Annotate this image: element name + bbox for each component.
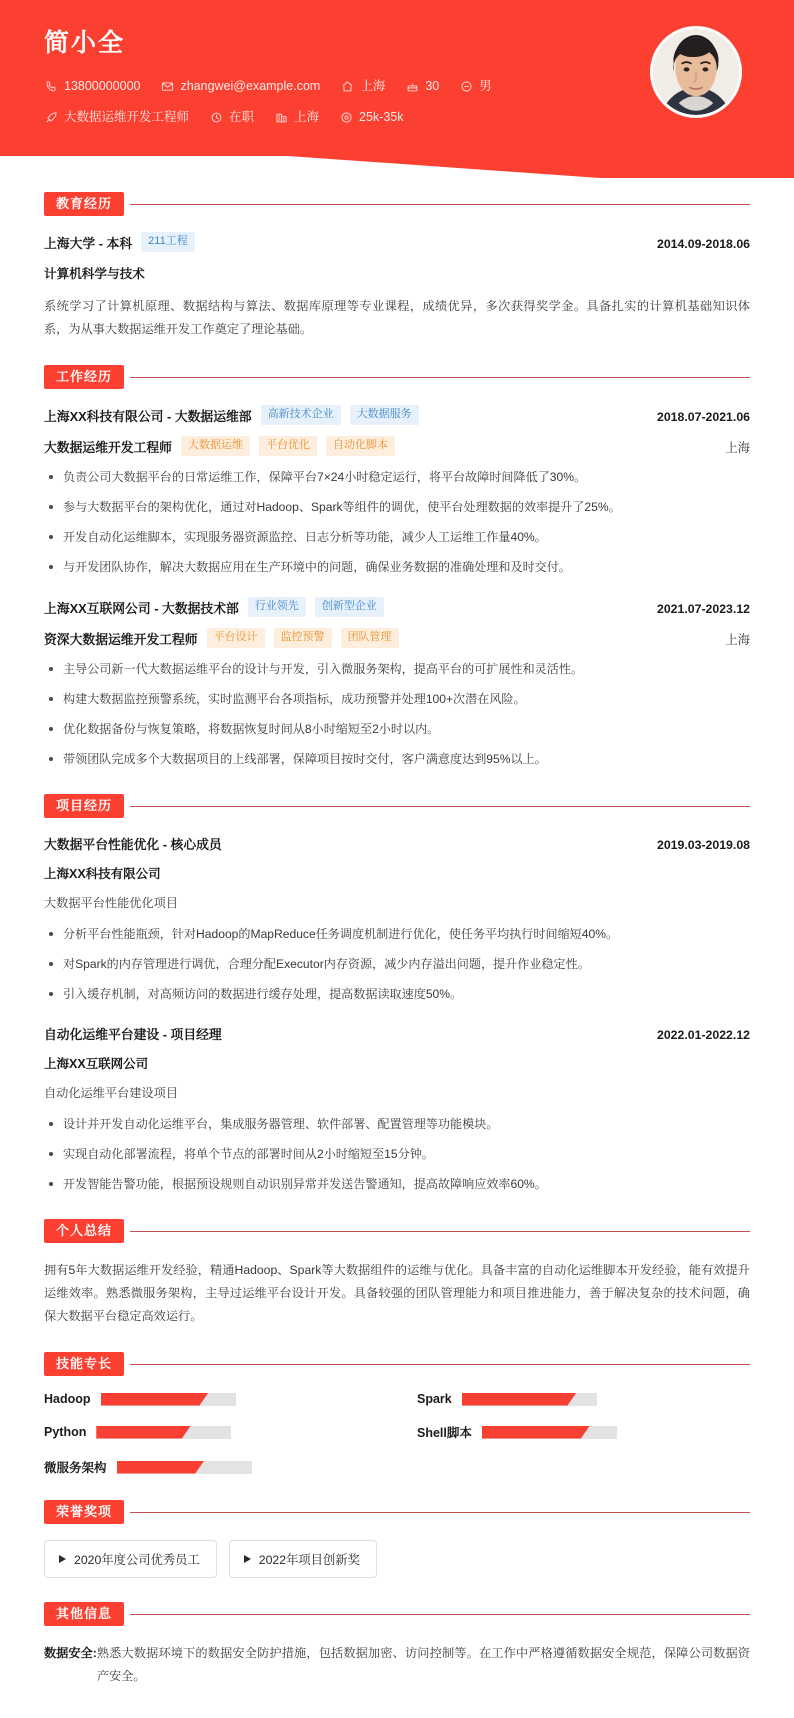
bullet-item: 带领团队完成多个大数据项目的上线部署，保障项目按时交付，客户满意度达到95%以上。 xyxy=(44,749,750,770)
avatar xyxy=(650,26,742,118)
entry-row xyxy=(44,1024,750,1043)
contact-text: 大数据运维开发工程师 xyxy=(64,110,190,124)
entry-project-desc: 自动化运维平台建设项目 xyxy=(44,1086,179,1100)
tag-badge: 平台优化 xyxy=(259,436,317,456)
section-rule xyxy=(130,1614,750,1615)
work-entry xyxy=(44,597,750,770)
city-icon xyxy=(274,110,288,124)
cake-icon xyxy=(405,79,419,93)
tag-badge: 创新型企业 xyxy=(315,597,384,617)
section-header xyxy=(44,794,750,818)
contact-item xyxy=(44,106,189,128)
bullet-item: 开发智能告警功能，根据预设规则自动识别异常并发送告警通知，提高故障响应效率60%。 xyxy=(44,1174,750,1195)
education-entries xyxy=(44,232,750,341)
skill-name: Hadoop xyxy=(44,1392,91,1406)
skill-progress-track xyxy=(96,1426,231,1439)
other-info-item xyxy=(44,1642,750,1688)
entry-organization: 上海XX科技有限公司 - 大数据运维部 xyxy=(44,408,252,424)
tag-badge: 团队管理 xyxy=(341,628,399,648)
section-other xyxy=(44,1602,750,1688)
tag-badge: 211工程 xyxy=(141,232,195,252)
bullet-item: 参与大数据平台的架构优化，通过对Hadoop、Spark等组件的调优，使平台处理数据的效率提升了25%。 xyxy=(44,497,750,518)
work-entries xyxy=(44,405,750,770)
bullet-item: 构建大数据监控预警系统，实时监测平台各项指标，成功预警并处理100+次潜在风险。 xyxy=(44,689,750,710)
home-icon xyxy=(340,79,354,93)
skill-row xyxy=(44,1458,377,1476)
tag-badge: 大数据运维 xyxy=(181,436,250,456)
status-icon xyxy=(209,110,223,124)
other-info-key: 数据安全: xyxy=(44,1646,97,1660)
entry-date: 2018.07-2021.06 xyxy=(657,409,750,424)
section-summary xyxy=(44,1219,750,1328)
skill-name: 微服务架构 xyxy=(44,1461,107,1475)
entry-location: 上海 xyxy=(725,632,750,647)
bullet-item: 与开发团队协作，解决大数据应用在生产环境中的问题，确保业务数据的准确处理和及时交付。 xyxy=(44,557,750,578)
rocket-icon xyxy=(44,110,58,124)
play-triangle-icon xyxy=(59,1555,66,1563)
entry-project-name: 大数据平台性能优化 - 核心成员 xyxy=(44,837,222,852)
award-label: 2022年项目创新奖 xyxy=(258,1553,360,1567)
contact-text: 30 xyxy=(425,79,440,93)
tag-badge: 平台设计 xyxy=(207,628,265,648)
play-triangle-icon xyxy=(244,1555,251,1563)
entry-company: 上海XX科技有限公司 xyxy=(44,867,161,881)
entry-date: 2021.07-2023.12 xyxy=(657,601,750,616)
tag-badge: 自动化脚本 xyxy=(326,436,395,456)
skill-progress-track xyxy=(117,1461,252,1474)
entry-row-left xyxy=(44,405,419,425)
section-label-summary: 个人总结 xyxy=(44,1219,124,1243)
resume-header xyxy=(0,0,794,178)
entry-row xyxy=(44,597,750,617)
contact-row-1 xyxy=(44,75,754,97)
bullet-item: 开发自动化运维脚本，实现服务器资源监控、日志分析等功能，减少人工运维工作量40%。 xyxy=(44,527,750,548)
bullet-item: 负责公司大数据平台的日常运维工作，保障平台7×24小时稳定运行，将平台故障时间降低了30%。 xyxy=(44,467,750,488)
entry-organization: 上海XX互联网公司 - 大数据技术部 xyxy=(44,600,239,616)
bullet-item: 对Spark的内存管理进行调优，合理分配Executor内存资源，减少内存溢出问题，提升作业稳定性。 xyxy=(44,954,750,975)
skills-grid xyxy=(44,1392,750,1476)
contact-text: 25k-35k xyxy=(359,110,404,124)
skill-progress-fill xyxy=(482,1426,590,1439)
entry-row-left xyxy=(44,834,222,853)
entry-project-desc: 大数据平台性能优化项目 xyxy=(44,896,179,910)
contact-item xyxy=(340,75,385,97)
contact-item xyxy=(459,75,492,97)
bullet-item: 引入缓存机制，对高频访问的数据进行缓存处理，提高数据读取速度50%。 xyxy=(44,984,750,1005)
section-projects xyxy=(44,794,750,1195)
entry-date: 2022.01-2022.12 xyxy=(657,1028,750,1042)
mail-icon xyxy=(160,79,174,93)
skill-row xyxy=(44,1423,377,1441)
bullet-list xyxy=(44,467,750,578)
page-title: 简小全 xyxy=(44,29,126,57)
entry-date: 2014.09-2018.06 xyxy=(657,236,750,251)
section-awards xyxy=(44,1500,750,1578)
entry-organization: 上海大学 - 本科 xyxy=(44,235,133,251)
entry-row xyxy=(44,628,750,648)
contact-info xyxy=(44,75,754,128)
contact-item xyxy=(160,75,320,97)
bullet-item: 设计并开发自动化运维平台，集成服务器管理、软件部署、配置管理等功能模块。 xyxy=(44,1114,750,1135)
bullet-item: 优化数据备份与恢复策略，将数据恢复时间从8小时缩短至2小时以内。 xyxy=(44,719,750,740)
entry-job-title: 资深大数据运维开发工程师 xyxy=(44,631,198,647)
entry-location: 上海 xyxy=(725,440,750,455)
contact-item xyxy=(44,75,140,97)
section-rule xyxy=(130,204,750,205)
skill-name: Python xyxy=(44,1425,87,1439)
contact-text: 男 xyxy=(479,79,492,93)
contact-item xyxy=(405,75,439,97)
work-entry xyxy=(44,405,750,578)
section-education xyxy=(44,192,750,341)
education-entry xyxy=(44,232,750,341)
contact-text: 在职 xyxy=(229,110,255,124)
skill-progress-fill xyxy=(101,1393,209,1406)
header-diagonal-cut xyxy=(0,136,794,178)
skill-name: Spark xyxy=(417,1392,452,1406)
contact-item xyxy=(339,106,403,128)
contact-text: zhangwei@example.com xyxy=(180,79,321,93)
skill-row xyxy=(417,1392,750,1406)
contact-row-2 xyxy=(44,106,754,128)
skill-progress-track xyxy=(462,1393,597,1406)
section-rule xyxy=(130,1231,750,1232)
section-header xyxy=(44,365,750,389)
section-label-work: 工作经历 xyxy=(44,365,124,389)
award-item[interactable] xyxy=(229,1540,377,1578)
section-header xyxy=(44,1602,750,1626)
skill-progress-fill xyxy=(117,1461,205,1474)
section-label-awards: 荣誉奖项 xyxy=(44,1500,124,1524)
bullet-list xyxy=(44,924,750,1005)
skill-row xyxy=(44,1392,377,1406)
skill-row xyxy=(417,1423,750,1441)
entry-row xyxy=(44,405,750,425)
entry-company: 上海XX互联网公司 xyxy=(44,1057,149,1071)
skill-name: Shell脚本 xyxy=(417,1426,472,1440)
other-list xyxy=(44,1642,750,1688)
section-header xyxy=(44,1352,750,1376)
gender-icon xyxy=(459,79,473,93)
section-label-projects: 项目经历 xyxy=(44,794,124,818)
contact-text: 上海 xyxy=(294,110,320,124)
entry-row xyxy=(44,436,750,456)
section-header xyxy=(44,192,750,216)
award-item[interactable] xyxy=(44,1540,217,1578)
skill-progress-fill xyxy=(96,1426,191,1439)
other-info-value: 熟悉大数据环境下的数据安全防护措施，包括数据加密、访问控制等。在工作中严格遵循数据安全规范，保障公司数据资产安全。 xyxy=(96,1646,750,1683)
salary-icon xyxy=(339,110,353,124)
section-label-skills: 技能专长 xyxy=(44,1352,124,1376)
bullet-item: 分析平台性能瓶颈，针对Hadoop的MapReduce任务调度机制进行优化，使任务平均执行时间缩短40%。 xyxy=(44,924,750,945)
entry-job-title: 大数据运维开发工程师 xyxy=(44,439,172,455)
skill-progress-fill xyxy=(462,1393,577,1406)
phone-icon xyxy=(44,79,58,93)
entry-row-left xyxy=(44,1024,222,1043)
section-header xyxy=(44,1219,750,1243)
tag-badge: 行业领先 xyxy=(248,597,306,617)
entry-project-name: 自动化运维平台建设 - 项目经理 xyxy=(44,1027,222,1042)
section-header xyxy=(44,1500,750,1524)
contact-text: 上海 xyxy=(360,79,386,93)
bullet-item: 实现自动化部署流程，将单个节点的部署时间从2小时缩短至15分钟。 xyxy=(44,1144,750,1165)
entry-major: 计算机科学与技术 xyxy=(44,267,145,281)
project-entry xyxy=(44,1024,750,1195)
section-skills xyxy=(44,1352,750,1476)
section-work xyxy=(44,365,750,770)
section-rule xyxy=(130,1512,750,1513)
section-rule xyxy=(130,377,750,378)
bullet-item: 主导公司新一代大数据运维平台的设计与开发，引入微服务架构，提高平台的可扩展性和灵活性。 xyxy=(44,659,750,680)
bullet-list xyxy=(44,1114,750,1195)
awards-list xyxy=(44,1540,750,1578)
entry-row-left xyxy=(44,628,399,648)
contact-item xyxy=(274,106,319,128)
tag-badge: 大数据服务 xyxy=(350,405,419,425)
entry-row xyxy=(44,834,750,853)
tag-badge: 高新技术企业 xyxy=(261,405,341,425)
entry-row-left xyxy=(44,597,384,617)
tag-badge: 监控预警 xyxy=(274,628,332,648)
summary-paragraph: 拥有5年大数据运维开发经验，精通Hadoop、Spark等大数据组件的运维与优化。具备丰富的自动化运维脚本开发经验，能有效提升运维效率。熟悉微服务架构，主导过运维平台设计开发。具备较强的团队管理能力和项目推进能力，善于解决复杂的技术问题，确保大数据平台稳定高效运行。 xyxy=(44,1263,750,1323)
entry-description: 系统学习了计算机原理、数据结构与算法、数据库原理等专业课程，成绩优异，多次获得奖学金。具备扎实的计算机基础知识体系，为从事大数据运维开发工作奠定了理论基础。 xyxy=(44,299,750,336)
entry-row-left xyxy=(44,436,395,456)
entry-row xyxy=(44,232,750,252)
section-rule xyxy=(130,806,750,807)
section-label-education: 教育经历 xyxy=(44,192,124,216)
project-entries xyxy=(44,834,750,1195)
contact-item xyxy=(209,106,254,128)
entry-date: 2019.03-2019.08 xyxy=(657,838,750,852)
contact-text: 13800000000 xyxy=(64,79,141,93)
skill-progress-track xyxy=(101,1393,236,1406)
award-label: 2020年度公司优秀员工 xyxy=(74,1553,200,1567)
skill-progress-track xyxy=(482,1426,617,1439)
section-rule xyxy=(130,1364,750,1365)
resume-body xyxy=(0,192,794,1718)
entry-row-left xyxy=(44,232,195,252)
section-label-other: 其他信息 xyxy=(44,1602,124,1626)
project-entry xyxy=(44,834,750,1005)
bullet-list xyxy=(44,659,750,770)
